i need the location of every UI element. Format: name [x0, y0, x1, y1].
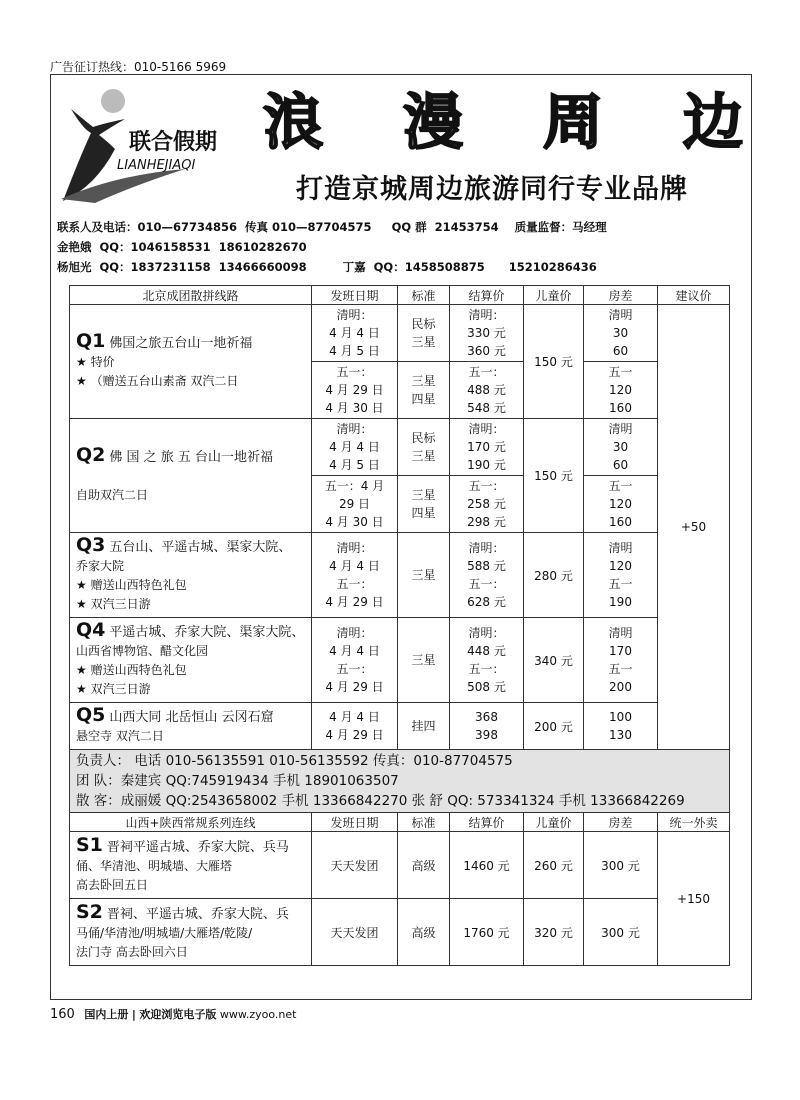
route-title	[76, 446, 305, 467]
cell-line: 清明：	[468, 541, 505, 555]
route-line: ★ （赠送五台山素斋 双汽二日	[76, 374, 239, 388]
standard	[398, 362, 450, 419]
standard	[398, 533, 450, 618]
footer-slogan: 欢迎浏览电子版	[139, 1008, 217, 1021]
title-char: 边	[683, 88, 749, 158]
child-price: 200 元	[524, 703, 584, 750]
column-header: 房差	[584, 813, 658, 832]
cell-line: 4 月 5 日	[329, 344, 380, 358]
table-row	[70, 899, 730, 966]
cell-line: 120	[609, 559, 632, 573]
route-line: 乔家大院	[76, 559, 125, 573]
cell-line: 4 月 29 日	[325, 595, 384, 609]
route-title	[76, 621, 305, 642]
route-cell	[70, 832, 312, 899]
depart-date	[312, 419, 398, 476]
cell-line: 4 月 4 日	[329, 559, 380, 573]
contact-line: 金艳娥 QQ：1046158531 18610282670	[57, 240, 307, 254]
cell-line: 368	[475, 710, 498, 724]
route-name: 晋祠平遥古城、乔家大院、兵马	[106, 839, 289, 855]
cell-line: 民标	[411, 317, 436, 331]
column-header: 山西+陕西常规系列连线	[70, 813, 312, 832]
route-name: 山西大同 北岳恒山 云冈石窟	[109, 710, 274, 725]
standard	[398, 618, 450, 703]
column-header: 房差	[584, 286, 658, 305]
column-header: 北京成团散拼线路	[70, 286, 312, 305]
cell-line: 三星	[411, 449, 436, 463]
column-header: 结算价	[450, 813, 524, 832]
standard: 高级	[398, 832, 450, 899]
brand-en: LIANHEJIAQI	[117, 158, 196, 173]
cell-line: 4 月 4 日	[329, 440, 380, 454]
route-cell	[70, 703, 312, 750]
column-header: 结算价	[450, 286, 524, 305]
header-row	[70, 286, 730, 305]
cell-line: 五一	[608, 662, 633, 676]
route-code: S1	[76, 833, 103, 856]
settle-price: 1460 元	[450, 832, 524, 899]
column-header: 发班日期	[312, 813, 398, 832]
depart-date	[312, 533, 398, 618]
cell-line: 4 月 29 日	[325, 728, 384, 742]
cell-line: 清明	[608, 308, 633, 322]
route-line: 自助双汽二日	[76, 488, 149, 502]
contact-line: 杨旭光 QQ：1837231158 13466660098 丁嘉 QQ：1458508875 15210286436	[57, 260, 597, 274]
cell-line: 五一	[608, 365, 633, 379]
cell-line: 398	[475, 728, 498, 742]
contact-block-line: 散 客：成丽媛 QQ:2543658002 手机 13366842270 张 舒 QQ: 573341324 手机 13366842269	[76, 793, 685, 809]
child-price: 280 元	[524, 533, 584, 618]
route-line: ★ 特价	[76, 355, 115, 369]
table-row	[70, 618, 730, 703]
route-line: 山西省博物馆、醋文化园	[76, 644, 209, 658]
route-name: 佛国之旅五台山一地祈福	[109, 336, 253, 351]
column-header: 儿童价	[524, 813, 584, 832]
cell-line: 清明：	[468, 308, 505, 322]
cell-line: 清明：	[468, 422, 505, 436]
cell-line: 4 月 29 日	[325, 680, 384, 694]
child-price: 260 元	[524, 832, 584, 899]
cell-line: 清明：	[336, 422, 373, 436]
cell-line: 190	[609, 595, 632, 609]
table-row	[70, 832, 730, 899]
cell-line: 4 月 30 日	[325, 515, 384, 529]
cell-line: 30	[612, 326, 629, 340]
route-code: Q4	[76, 619, 106, 641]
cell-line: 4 月 4 日	[329, 644, 380, 658]
column-header: 统一外卖	[658, 813, 730, 832]
brand-cn: 联合假期	[129, 129, 218, 155]
cell-line: 258 元	[467, 497, 506, 511]
title-char: 周	[543, 88, 609, 158]
room-diff	[584, 533, 658, 618]
route-code: Q2	[76, 444, 106, 466]
settle-price	[450, 703, 524, 750]
page-frame	[50, 74, 752, 1000]
cell-line: 548 元	[467, 401, 506, 415]
route-line: ★ 赠送山西特色礼包	[76, 578, 187, 592]
cell-line: 五一	[608, 479, 633, 493]
route-code: Q1	[76, 330, 106, 352]
column-header: 儿童价	[524, 286, 584, 305]
cell-line: 清明	[608, 422, 633, 436]
title-char: 漫	[403, 88, 469, 158]
column-header: 标准	[398, 286, 450, 305]
cell-line: 29 日	[338, 497, 371, 511]
cell-line: 五一：	[468, 577, 505, 591]
depart-date	[312, 362, 398, 419]
child-price: 340 元	[524, 618, 584, 703]
cell-line: 三星	[411, 568, 436, 582]
route-cell	[70, 618, 312, 703]
route-name: 佛 国 之 旅 五 台山一地祈福	[109, 450, 274, 465]
page-number: 160	[50, 1007, 75, 1022]
route-line: 马俑/华清池/明城墙/大雁塔/乾陵/	[76, 925, 253, 940]
cell-line: 190 元	[467, 458, 506, 472]
route-table	[69, 285, 730, 966]
column-header: 建议价	[658, 286, 730, 305]
route-title	[76, 833, 305, 857]
cell-line: 200	[609, 680, 632, 694]
cell-line: 120	[609, 497, 632, 511]
route-line: ★ 双汽三日游	[76, 682, 151, 696]
contact-line: 联系人及电话：010—67734856 传真 010—87704575 QQ 群 21453754 质量监督：马经理	[57, 220, 607, 234]
cell-line: 五一	[608, 577, 633, 591]
table-row	[70, 419, 730, 476]
table-row	[70, 305, 730, 362]
cell-line: 4 月 30 日	[325, 401, 384, 415]
standard: 高级	[398, 899, 450, 966]
section-label: 国内上册	[84, 1008, 129, 1021]
cell-line: 五一：	[468, 365, 505, 379]
depart-date	[312, 305, 398, 362]
ad-hotline: 广告征订热线：010-5166 5969	[50, 60, 227, 74]
child-price: 150 元	[524, 305, 584, 419]
room-diff	[584, 305, 658, 362]
depart-date: 天天发团	[312, 899, 398, 966]
route-code: Q3	[76, 534, 106, 556]
contact-block-line: 团 队：秦建宾 QQ:745919434 手机 18901063507	[76, 773, 399, 789]
cell-line: 清明：	[336, 541, 373, 555]
cell-line: 三星	[411, 374, 436, 388]
settle-price	[450, 618, 524, 703]
title-char: 浪	[263, 88, 329, 158]
room-diff: 300 元	[584, 832, 658, 899]
room-diff	[584, 419, 658, 476]
route-title	[76, 332, 305, 353]
contacts	[57, 217, 607, 277]
settle-price	[450, 419, 524, 476]
route-cell	[70, 419, 312, 533]
lianhejiaqi-logo	[55, 89, 227, 207]
cell-line: 五一：	[336, 577, 373, 591]
room-diff	[584, 618, 658, 703]
cell-line: 四星	[411, 506, 436, 520]
route-line: ★ 双汽三日游	[76, 597, 151, 611]
route-code: S2	[76, 900, 103, 923]
route-title	[76, 536, 305, 557]
cell-line: 360 元	[467, 344, 506, 358]
table-row	[70, 533, 730, 618]
settle-price	[450, 476, 524, 533]
website: www.zyoo.net	[219, 1008, 297, 1021]
uniform-price: +150	[658, 832, 730, 966]
slogan: 打造京城周边旅游同行专业品牌	[296, 174, 688, 205]
separator: |	[131, 1008, 136, 1021]
route-title	[76, 706, 305, 727]
route-name: 晋祠、平遥古城、乔家大院、兵	[106, 906, 289, 922]
route-line: 高去卧回五日	[76, 877, 149, 892]
route-title	[76, 900, 305, 924]
cell-line: 挂四	[411, 719, 436, 733]
cell-line: 120	[609, 383, 632, 397]
cell-line: 4 月 5 日	[329, 458, 380, 472]
suggest-price: +50	[658, 305, 730, 750]
header	[51, 75, 751, 274]
cell-line: 清明：	[336, 308, 373, 322]
child-price: 320 元	[524, 899, 584, 966]
cell-line: 330 元	[467, 326, 506, 340]
cell-line: 三星	[411, 335, 436, 349]
route-line: ★ 赠送山西特色礼包	[76, 663, 187, 677]
cell-line: 五一：	[468, 479, 505, 493]
route-line: 俑、华清池、明城墙、大雁塔	[76, 858, 233, 873]
cell-line: 60	[612, 344, 629, 358]
cell-line: 160	[609, 401, 632, 415]
cell-line: 170	[609, 644, 632, 658]
settle-price	[450, 533, 524, 618]
cell-line: 三星	[411, 488, 436, 502]
table-row	[70, 703, 730, 750]
cell-line: 清明：	[468, 626, 505, 640]
standard	[398, 305, 450, 362]
cell-line: 488 元	[467, 383, 506, 397]
cell-line: 清明	[608, 541, 633, 555]
depart-date	[312, 703, 398, 750]
cell-line: 4 月 4 日	[329, 326, 380, 340]
route-code: Q5	[76, 704, 106, 726]
footer	[50, 1006, 296, 1022]
settle-price	[450, 305, 524, 362]
cell-line: 298 元	[467, 515, 506, 529]
cell-line: 清明	[608, 626, 633, 640]
cell-line: 508 元	[467, 680, 506, 694]
settle-price: 1760 元	[450, 899, 524, 966]
cell-line: 4 月 4 日	[329, 710, 380, 724]
cell-line: 四星	[411, 392, 436, 406]
standard	[398, 476, 450, 533]
cell-line: 170 元	[467, 440, 506, 454]
column-header: 发班日期	[312, 286, 398, 305]
child-price: 150 元	[524, 419, 584, 533]
cell-line: 三星	[411, 653, 436, 667]
standard	[398, 703, 450, 750]
contact-row	[70, 750, 730, 813]
room-diff	[584, 476, 658, 533]
settle-price	[450, 362, 524, 419]
big-title	[263, 83, 749, 163]
cell-line: 4 月 29 日	[325, 383, 384, 397]
cell-line: 30	[612, 440, 629, 454]
depart-date	[312, 476, 398, 533]
column-header: 标准	[398, 813, 450, 832]
header-row	[70, 813, 730, 832]
route-line: 法门寺 高去卧回六日	[76, 944, 188, 959]
cell-line: 130	[609, 728, 632, 742]
cell-line: 五一：	[336, 662, 373, 676]
cell-line: 588 元	[467, 559, 506, 573]
room-diff	[584, 703, 658, 750]
cell-line: 60	[612, 458, 629, 472]
cell-line: 民标	[411, 431, 436, 445]
cell-line: 628 元	[467, 595, 506, 609]
depart-date: 天天发团	[312, 832, 398, 899]
cell-line: 五一：	[336, 365, 373, 379]
route-name: 平遥古城、乔家大院、渠家大院、	[109, 625, 305, 640]
route-cell	[70, 533, 312, 618]
room-diff: 300 元	[584, 899, 658, 966]
contact-block-line: 负责人： 电话 010-56135591 010-56135592 传真：010-87704575	[76, 753, 513, 769]
cell-line: 五一：	[468, 662, 505, 676]
depart-date	[312, 618, 398, 703]
route-line: 悬空寺 双汽二日	[76, 729, 164, 743]
route-line	[76, 467, 305, 486]
cell-line: 清明：	[336, 626, 373, 640]
cell-line: 五一：4 月	[324, 479, 385, 493]
route-cell	[70, 899, 312, 966]
contact-block	[70, 750, 730, 813]
cell-line: 160	[609, 515, 632, 529]
route-cell	[70, 305, 312, 419]
route-name: 五台山、平遥古城、渠家大院、	[109, 540, 292, 555]
standard	[398, 419, 450, 476]
cell-line: 448 元	[467, 644, 506, 658]
room-diff	[584, 362, 658, 419]
cell-line: 100	[609, 710, 632, 724]
